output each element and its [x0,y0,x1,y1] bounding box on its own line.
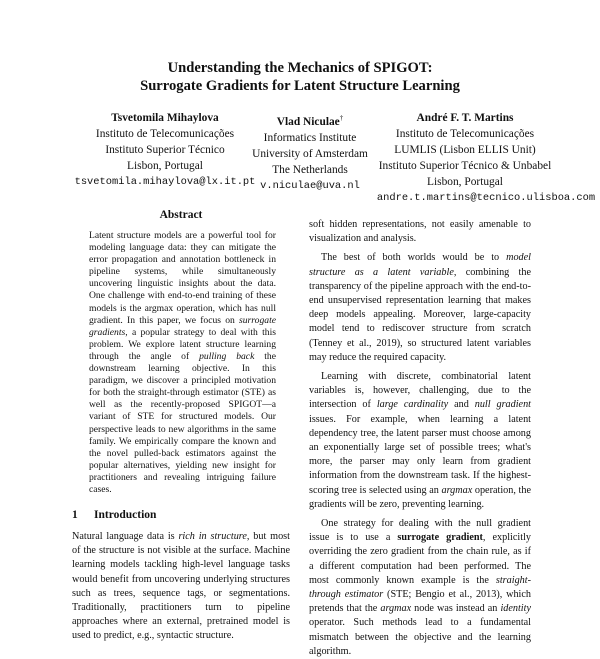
text: One strategy for dealing with the null gradient issue is to use a [309,518,531,544]
emphasis: model structure as a latent variable [309,252,531,278]
affiliation-line: Instituto Superior Técnico [105,144,225,156]
dagger-mark: † [339,114,344,122]
left-column [72,208,290,642]
intro-text: Natural language data is [72,531,179,543]
text: (STE; Bengio et al., 2013), which pretends that the [309,589,531,615]
paragraph: soft hidden representations, not easily amenable to visualization and analysis. [309,219,531,245]
author-3 [355,110,596,206]
intro-emphasis: rich in structure [178,531,247,543]
abstract-text: the downstream learning objective. In this paradigm, we discover a principled motivation for both the straight-through estimator (STE) as well as the recently-proposed SPIGOT—a variant of STE for structured models. Our perspective leads to new algorithms in the same family. We empirically compare the known and the novel pulled-back estimators against the popular alternatives, yielding new insight for practitioners and revealing intriguing failure cases. [89,350,276,495]
text: , explicitly overriding the zero gradient from the chain rule, as if a different computation had been performed. The most commonly known example is the [309,532,531,586]
author-email: v.niculae@uva.nl [260,179,360,192]
text: node was instead an [411,603,501,615]
affiliation-line: Instituto de Telecomunicações [95,128,235,140]
author-name-text: Vlad Niculae [276,115,340,128]
author-block [0,110,600,204]
author-name: André F. T. Martins [416,112,514,124]
affiliation-line: University of Amsterdam [252,147,368,160]
text: and [448,399,475,411]
intro-text: , but most of the structure is not visible at the surface. Machine learning models tackling high-level language tasks would benefit from uncovering underlying structures such as trees, sequence tags, or segmentations. Traditionally, practitioners turn to pipeline approaches where an external, pretrained model is used to predict, e.g., syntactic structure. [72,531,290,642]
affiliation-line: Instituto de Telecomunicações [395,128,535,140]
text: The best of both worlds would be to [321,252,507,264]
author-email: andre.t.martins@tecnico.ulisboa.com [376,192,596,204]
introduction-body [72,530,290,642]
affiliation-line: Lisbon, Portugal [427,176,503,188]
text: Learning with discrete, combinatorial latent variables is, however, challenging, due to the intersection of [309,371,531,411]
abstract-emphasis: surrogate gradients [89,314,276,338]
emphasis: straight-through estimator [309,574,531,601]
paragraph [309,517,531,659]
abstract-heading: Abstract [159,209,203,221]
paper-title [0,59,600,95]
text: , combining the transparency of the pipeline approach with the end-to-end unsupervised representation learning that makes deep models appealing. Moreover, large-capacity model tend to rediscover structure from scratch (Tenney et al., 2019), so structured latent variables may reduce the required capacity. [309,266,531,363]
affiliation-line: Informatics Institute [263,131,357,144]
section-heading-introduction [72,508,290,522]
title-line-2: Surrogate Gradients for Latent Structure Learning [140,78,460,94]
text: operation, the gradients will be zero, preventing learning. [309,484,531,510]
bold-term: surrogate gradient [397,532,483,544]
author-email: tsvetomila.mihaylova@lx.it.pt [74,176,256,188]
affiliation-line: Lisbon, Portugal [127,160,203,172]
affiliation-line: LUMLIS (Lisbon ELLIS Unit) [394,144,536,156]
abstract-text: Latent structure models are a powerful tool for modeling language data: they can mitigate the error propagation and annotation bottleneck in pipeline systems, while simultaneously uncovering linguistic insights about the data. One challenge with end-to-end training of these models is the argmax operation, which has null gradient. In this paper, we focus on [89,230,276,326]
affiliation-line: The Netherlands [272,163,348,176]
title-line-1: Understanding the Mechanics of SPIGOT: [167,60,433,76]
text: operator. Such methods lead to a fundamental mismatch between the objective and the learning algorithm. [309,617,531,657]
emphasis: identity [500,603,531,615]
abstract-emphasis: pulling back [199,350,255,362]
paragraph [309,251,531,365]
abstract-body [89,230,276,496]
abstract-text: , a popular strategy to deal with this problem. We explore latent structure learning through the angle of [89,326,276,362]
section-number: 1 [72,509,78,522]
author-name: Tsvetomila Mihaylova [111,112,219,124]
emphasis: large cardinality [376,399,449,411]
right-column [309,218,531,657]
paragraph [309,370,531,512]
emphasis: argmax [380,603,412,615]
emphasis: argmax [441,484,473,496]
emphasis: null gradient [474,399,531,411]
section-title: Introduction [94,509,157,522]
affiliation-line: Instituto Superior Técnico & Unbabel [378,160,552,172]
text: issues. For example, when learning a latent dependency tree, the latent parser must choose among an exponentially large set of possible trees; what's more, the parser may only learn from gradient information from the downstream task. If the highest-scoring tree is selected using an [309,413,531,496]
